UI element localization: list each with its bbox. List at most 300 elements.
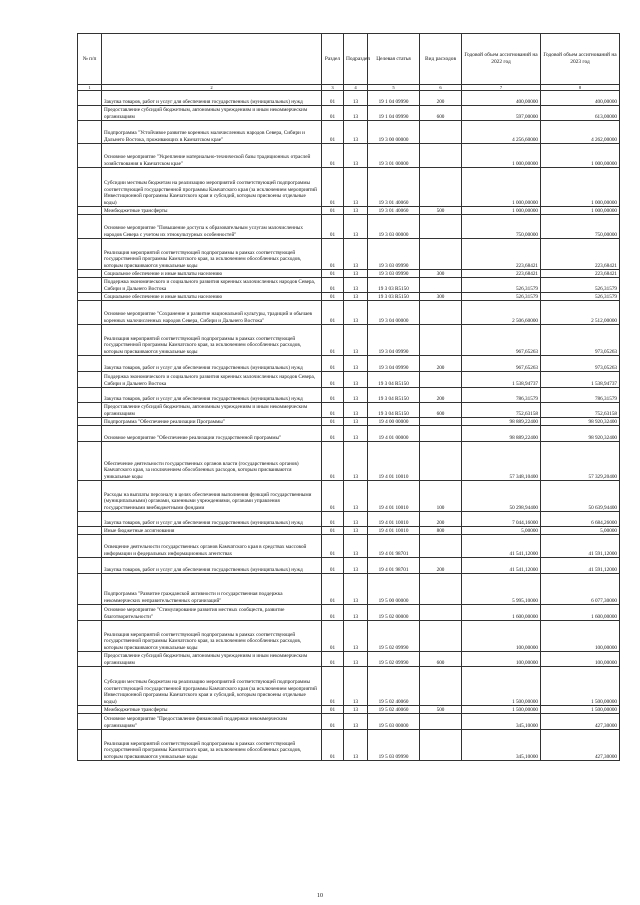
row-name-cell: Субсидии местным бюджетам на реализацию мероприятий соответствующей подпрограммы соответствующей государственной программы Камчатского края (за исключением мероприятий Инвестиционной программы Камчатского края и субсидий, которым присвоены отдельные коды) xyxy=(102,168,322,207)
row-podrazdel-cell: 13 xyxy=(344,106,368,121)
row-amount-2022-cell: 1 500,00000 xyxy=(462,667,541,706)
row-target-article-cell: 19 4 01 98701 xyxy=(368,535,420,558)
row-podrazdel-cell: 13 xyxy=(344,215,368,239)
header-target-article: Целевая статья xyxy=(368,34,420,85)
row-expense-type-cell xyxy=(420,215,462,239)
row-podrazdel-cell: 13 xyxy=(344,652,368,667)
row-amount-2023-cell: 1 538,94737 xyxy=(541,372,620,388)
row-expense-type-cell: 600 xyxy=(420,652,462,667)
row-target-article-cell: 19 5 02 00000 xyxy=(368,605,420,621)
row-razdel-cell: 01 xyxy=(322,558,344,574)
row-razdel-cell: 01 xyxy=(322,293,344,301)
row-amount-2023-cell: 613,00000 xyxy=(541,106,620,121)
row-razdel-cell: 01 xyxy=(322,667,344,706)
table-row xyxy=(78,270,620,278)
table-row xyxy=(78,481,620,512)
row-podrazdel-cell: 13 xyxy=(344,714,368,730)
column-number: 3 xyxy=(322,85,344,91)
row-expense-type-cell xyxy=(420,667,462,706)
row-amount-2022-cell: 526,31579 xyxy=(462,278,541,293)
row-podrazdel-cell: 13 xyxy=(344,706,368,714)
row-podrazdel-cell: 13 xyxy=(344,667,368,706)
row-amount-2022-cell: 5 995,10000 xyxy=(462,574,541,605)
row-podrazdel-cell: 13 xyxy=(344,121,368,144)
row-amount-2022-cell: 400,00000 xyxy=(462,91,541,106)
row-target-article-cell: 19 5 00 00000 xyxy=(368,574,420,605)
row-amount-2023-cell: 41 591,12000 xyxy=(541,558,620,574)
row-razdel-cell: 01 xyxy=(322,605,344,621)
table-row xyxy=(78,121,620,144)
table-row xyxy=(78,356,620,372)
table-row xyxy=(78,512,620,527)
row-target-article-cell: 19 4 01 98701 xyxy=(368,558,420,574)
row-amount-2023-cell: 1 000,00000 xyxy=(541,168,620,207)
row-razdel-cell: 01 xyxy=(322,121,344,144)
row-amount-2022-cell: 345,10000 xyxy=(462,714,541,730)
row-number-cell xyxy=(78,426,102,442)
row-expense-type-cell xyxy=(420,239,462,270)
row-podrazdel-cell: 13 xyxy=(344,207,368,215)
row-podrazdel-cell: 13 xyxy=(344,418,368,426)
row-expense-type-cell: 200 xyxy=(420,91,462,106)
row-name-cell: Закупка товаров, работ и услуг для обеспечения государственных (муниципальных) нужд xyxy=(102,91,322,106)
row-razdel-cell: 01 xyxy=(322,106,344,121)
row-amount-2022-cell: 1 538,94737 xyxy=(462,372,541,388)
table-row xyxy=(78,207,620,215)
row-amount-2022-cell: 1 000,00000 xyxy=(462,207,541,215)
row-number-cell xyxy=(78,301,102,325)
row-name-cell: Субсидии местным бюджетам на реализацию мероприятий соответствующей подпрограммы соответствующей государственной программы Камчатского края (за исключением мероприятий Инвестиционной программы Камчатского края и субсидий, которым присвоены отдельные коды) xyxy=(102,667,322,706)
row-razdel-cell: 01 xyxy=(322,730,344,761)
header-podrazdel: Подраздел xyxy=(344,34,368,85)
row-amount-2022-cell: 1 000,00000 xyxy=(462,144,541,168)
row-expense-type-cell: 300 xyxy=(420,293,462,301)
row-amount-2023-cell: 57 329,20400 xyxy=(541,442,620,481)
table-row xyxy=(78,301,620,325)
row-razdel-cell: 01 xyxy=(322,325,344,356)
row-amount-2022-cell: 98 889,22400 xyxy=(462,418,541,426)
row-expense-type-cell xyxy=(420,426,462,442)
row-expense-type-cell xyxy=(420,418,462,426)
table-row xyxy=(78,372,620,388)
row-expense-type-cell xyxy=(420,535,462,558)
row-expense-type-cell xyxy=(420,605,462,621)
row-razdel-cell: 01 xyxy=(322,388,344,403)
row-razdel-cell: 01 xyxy=(322,481,344,512)
row-razdel-cell: 01 xyxy=(322,301,344,325)
row-podrazdel-cell: 13 xyxy=(344,293,368,301)
row-podrazdel-cell: 13 xyxy=(344,527,368,535)
row-target-article-cell: 19 3 03 09990 xyxy=(368,239,420,270)
row-number-cell xyxy=(78,481,102,512)
row-razdel-cell: 01 xyxy=(322,535,344,558)
row-amount-2023-cell: 750,00000 xyxy=(541,215,620,239)
row-target-article-cell: 19 4 01 10010 xyxy=(368,442,420,481)
row-expense-type-cell xyxy=(420,621,462,652)
row-number-cell xyxy=(78,605,102,621)
row-target-article-cell: 19 3 03 09990 xyxy=(368,270,420,278)
row-amount-2022-cell: 1 000,00000 xyxy=(462,168,541,207)
row-target-article-cell: 19 5 03 00000 xyxy=(368,714,420,730)
table-row xyxy=(78,106,620,121)
row-number-cell xyxy=(78,239,102,270)
row-amount-2022-cell: 526,31579 xyxy=(462,293,541,301)
table-header-row xyxy=(78,34,620,85)
row-name-cell: Предоставление субсидий бюджетным, автономным учреждениям и иным некоммерческим организациям xyxy=(102,403,322,418)
row-razdel-cell: 01 xyxy=(322,91,344,106)
row-target-article-cell: 19 1 04 09990 xyxy=(368,91,420,106)
row-amount-2023-cell: 4 262,00000 xyxy=(541,121,620,144)
row-razdel-cell: 01 xyxy=(322,512,344,527)
row-target-article-cell: 19 1 04 09990 xyxy=(368,106,420,121)
row-expense-type-cell xyxy=(420,714,462,730)
table-row xyxy=(78,730,620,761)
row-razdel-cell: 01 xyxy=(322,652,344,667)
page-number: 10 xyxy=(317,893,323,899)
row-number-cell xyxy=(78,512,102,527)
row-amount-2022-cell: 50 298,94400 xyxy=(462,481,541,512)
row-expense-type-cell: 800 xyxy=(420,527,462,535)
row-target-article-cell: 19 5 02 09990 xyxy=(368,652,420,667)
row-amount-2023-cell: 223,68421 xyxy=(541,270,620,278)
row-amount-2022-cell: 5,00000 xyxy=(462,527,541,535)
row-target-article-cell: 19 3 04 09990 xyxy=(368,325,420,356)
row-number-cell xyxy=(78,652,102,667)
column-number: 1 xyxy=(78,85,102,91)
table-row xyxy=(78,535,620,558)
row-target-article-cell: 19 3 01 40060 xyxy=(368,168,420,207)
row-amount-2022-cell: 345,10000 xyxy=(462,730,541,761)
row-expense-type-cell xyxy=(420,144,462,168)
row-number-cell xyxy=(78,106,102,121)
row-name-cell: Основное мероприятие "Укрепление материально-технической базы традиционных отраслей хозяйствования в Камчатском крае" xyxy=(102,144,322,168)
row-razdel-cell: 01 xyxy=(322,426,344,442)
row-target-article-cell: 19 3 00 00000 xyxy=(368,121,420,144)
row-number-cell xyxy=(78,121,102,144)
row-razdel-cell: 01 xyxy=(322,168,344,207)
row-amount-2022-cell: 2 506,60000 xyxy=(462,301,541,325)
row-name-cell: Закупка товаров, работ и услуг для обеспечения государственных (муниципальных) нужд xyxy=(102,356,322,372)
row-amount-2023-cell: 98 920,32400 xyxy=(541,418,620,426)
budget-table-sheet xyxy=(77,33,619,761)
row-amount-2022-cell: 7 044,16000 xyxy=(462,512,541,527)
row-razdel-cell: 01 xyxy=(322,239,344,270)
row-name-cell: Закупка товаров, работ и услуг для обеспечения государственных (муниципальных) нужд xyxy=(102,512,322,527)
row-number-cell xyxy=(78,714,102,730)
row-number-cell xyxy=(78,207,102,215)
column-number: 7 xyxy=(462,85,541,91)
row-amount-2022-cell: 597,00000 xyxy=(462,106,541,121)
row-expense-type-cell: 500 xyxy=(420,706,462,714)
row-name-cell: Расходы на выплаты персоналу в целях обеспечения выполнения функций государственными (муниципальными) органами, казенными учреждениями, органами управления государственными внебюджетными фондами xyxy=(102,481,322,512)
table-row xyxy=(78,426,620,442)
row-name-cell: Закупка товаров, работ и услуг для обеспечения государственных (муниципальных) нужд xyxy=(102,558,322,574)
row-expense-type-cell: 600 xyxy=(420,106,462,121)
row-amount-2023-cell: 752,63158 xyxy=(541,403,620,418)
row-podrazdel-cell: 13 xyxy=(344,278,368,293)
row-name-cell: Реализация мероприятий соответствующей подпрограммы в рамках соответствующей государственной программы Камчатского края, за исключением обособленных расходов, которым присваиваются уникальные коды xyxy=(102,621,322,652)
row-amount-2023-cell: 1 500,00000 xyxy=(541,667,620,706)
column-number: 2 xyxy=(102,85,322,91)
table-row xyxy=(78,144,620,168)
row-amount-2023-cell: 427,30000 xyxy=(541,730,620,761)
row-name-cell: Реализация мероприятий соответствующей подпрограммы в рамках соответствующей государственной программы Камчатского края, за исключением обособленных расходов, которым присваиваются уникальные коды xyxy=(102,325,322,356)
table-row xyxy=(78,527,620,535)
header-year-2022: Годовой объем ассигнований на 2022 год xyxy=(462,34,541,85)
row-razdel-cell: 01 xyxy=(322,527,344,535)
row-name-cell: Социальное обеспечение и иные выплаты населению xyxy=(102,293,322,301)
row-name-cell: Освещение деятельности государственных органов Камчатского края в средствах массовой информации и федеральных информационных агентствах xyxy=(102,535,322,558)
row-expense-type-cell xyxy=(420,121,462,144)
row-name-cell: Иные бюджетные ассигнования xyxy=(102,527,322,535)
row-target-article-cell: 19 4 01 10010 xyxy=(368,512,420,527)
row-target-article-cell: 19 4 01 10010 xyxy=(368,481,420,512)
row-number-cell xyxy=(78,215,102,239)
row-number-cell xyxy=(78,278,102,293)
row-name-cell: Поддержка экономического и социального развития коренных малочисленных народов Севера, Сибири и Дальнего Востока xyxy=(102,278,322,293)
table-body xyxy=(78,91,620,761)
row-number-cell xyxy=(78,418,102,426)
row-number-cell xyxy=(78,403,102,418)
row-expense-type-cell: 600 xyxy=(420,403,462,418)
table-row xyxy=(78,403,620,418)
row-amount-2023-cell: 973,05263 xyxy=(541,356,620,372)
row-expense-type-cell: 200 xyxy=(420,512,462,527)
row-amount-2022-cell: 967,65263 xyxy=(462,356,541,372)
row-amount-2023-cell: 1 600,00000 xyxy=(541,605,620,621)
row-number-cell xyxy=(78,144,102,168)
table-row xyxy=(78,168,620,207)
row-podrazdel-cell: 13 xyxy=(344,442,368,481)
row-amount-2022-cell: 752,63158 xyxy=(462,403,541,418)
table-row xyxy=(78,215,620,239)
row-amount-2023-cell: 1 000,00000 xyxy=(541,144,620,168)
table-row xyxy=(78,621,620,652)
row-number-cell xyxy=(78,706,102,714)
row-target-article-cell: 19 3 03 00000 xyxy=(368,215,420,239)
row-podrazdel-cell: 13 xyxy=(344,301,368,325)
row-amount-2023-cell: 786,31579 xyxy=(541,388,620,403)
row-amount-2022-cell: 41 541,12000 xyxy=(462,535,541,558)
column-number: 8 xyxy=(541,85,620,91)
row-name-cell: Предоставление субсидий бюджетным, автономным учреждениям и иным некоммерческим организациям xyxy=(102,106,322,121)
row-razdel-cell: 01 xyxy=(322,714,344,730)
row-amount-2022-cell: 4 256,60000 xyxy=(462,121,541,144)
column-number: 6 xyxy=(420,85,462,91)
row-number-cell xyxy=(78,91,102,106)
row-amount-2023-cell: 5,00000 xyxy=(541,527,620,535)
row-expense-type-cell xyxy=(420,574,462,605)
row-razdel-cell: 01 xyxy=(322,207,344,215)
row-number-cell xyxy=(78,388,102,403)
table-row xyxy=(78,706,620,714)
row-amount-2023-cell: 41 591,12000 xyxy=(541,535,620,558)
row-razdel-cell: 01 xyxy=(322,574,344,605)
row-number-cell xyxy=(78,535,102,558)
row-name-cell: Обеспечение деятельности государственных органов власти (государственных органов) Камчатского края, за исключением обособленных расходов, которым присваиваются уникальные коды xyxy=(102,442,322,481)
row-target-article-cell: 19 3 04 R5150 xyxy=(368,403,420,418)
row-number-cell xyxy=(78,558,102,574)
row-target-article-cell: 19 3 01 40060 xyxy=(368,207,420,215)
row-number-cell xyxy=(78,293,102,301)
row-name-cell: Основное мероприятие "Сохранение и развитие национальной культуры, традиций и обычаев коренных малочисленных народов Севера, Сибири и Дальнего Востока" xyxy=(102,301,322,325)
table-row xyxy=(78,388,620,403)
row-podrazdel-cell: 13 xyxy=(344,481,368,512)
table-row xyxy=(78,418,620,426)
table-row xyxy=(78,667,620,706)
row-number-cell xyxy=(78,442,102,481)
row-expense-type-cell xyxy=(420,730,462,761)
header-expense-type: Вид расходов xyxy=(420,34,462,85)
row-podrazdel-cell: 13 xyxy=(344,91,368,106)
row-amount-2023-cell: 1 000,00000 xyxy=(541,207,620,215)
row-name-cell: Межбюджетные трансферты xyxy=(102,706,322,714)
row-amount-2023-cell: 223,68421 xyxy=(541,239,620,270)
row-podrazdel-cell: 13 xyxy=(344,144,368,168)
row-podrazdel-cell: 13 xyxy=(344,325,368,356)
row-target-article-cell: 19 3 03 R5150 xyxy=(368,293,420,301)
row-target-article-cell: 19 5 02 09990 xyxy=(368,621,420,652)
table-row xyxy=(78,325,620,356)
row-razdel-cell: 01 xyxy=(322,278,344,293)
row-name-cell: Поддержка экономического и социального развития коренных малочисленных народов Севера, Сибири и Дальнего Востока xyxy=(102,372,322,388)
table-row xyxy=(78,442,620,481)
row-expense-type-cell xyxy=(420,372,462,388)
row-razdel-cell: 01 xyxy=(322,144,344,168)
header-year-2023: Годовой объем ассигнований на 2023 год xyxy=(541,34,620,85)
row-name-cell: Предоставление субсидий бюджетным, автономным учреждениям и иным некоммерческим организациям xyxy=(102,652,322,667)
row-podrazdel-cell: 13 xyxy=(344,535,368,558)
row-amount-2022-cell: 57 348,10400 xyxy=(462,442,541,481)
row-amount-2022-cell: 750,00000 xyxy=(462,215,541,239)
table-row xyxy=(78,714,620,730)
row-number-cell xyxy=(78,372,102,388)
row-amount-2023-cell: 526,31579 xyxy=(541,278,620,293)
row-name-cell: Межбюджетные трансферты xyxy=(102,207,322,215)
row-amount-2022-cell: 223,68421 xyxy=(462,270,541,278)
row-podrazdel-cell: 13 xyxy=(344,730,368,761)
header-razdel: Раздел xyxy=(322,34,344,85)
row-podrazdel-cell: 13 xyxy=(344,372,368,388)
row-amount-2023-cell: 6 077,30000 xyxy=(541,574,620,605)
row-number-cell xyxy=(78,270,102,278)
row-name-cell: Подпрограмма "Устойчивое развитие коренных малочисленных народов Севера, Сибири и Дальнего Востока, проживающих в Камчатском крае" xyxy=(102,121,322,144)
table-row xyxy=(78,278,620,293)
row-expense-type-cell: 300 xyxy=(420,270,462,278)
header-no: № п/п xyxy=(78,34,102,85)
row-amount-2022-cell: 1 600,00000 xyxy=(462,605,541,621)
column-number: 4 xyxy=(344,85,368,91)
table-row xyxy=(78,652,620,667)
row-name-cell: Социальное обеспечение и иные выплаты населению xyxy=(102,270,322,278)
row-podrazdel-cell: 13 xyxy=(344,239,368,270)
row-expense-type-cell: 100 xyxy=(420,481,462,512)
table-row xyxy=(78,605,620,621)
row-number-cell xyxy=(78,356,102,372)
row-number-cell xyxy=(78,574,102,605)
row-amount-2023-cell: 1 500,00000 xyxy=(541,706,620,714)
row-razdel-cell: 01 xyxy=(322,270,344,278)
row-target-article-cell: 19 5 02 40060 xyxy=(368,667,420,706)
row-number-cell xyxy=(78,168,102,207)
row-number-cell xyxy=(78,667,102,706)
row-amount-2023-cell: 100,00000 xyxy=(541,652,620,667)
row-target-article-cell: 19 3 04 00000 xyxy=(368,301,420,325)
row-razdel-cell: 01 xyxy=(322,356,344,372)
row-target-article-cell: 19 3 01 00000 xyxy=(368,144,420,168)
row-target-article-cell: 19 4 00 00000 xyxy=(368,418,420,426)
row-razdel-cell: 01 xyxy=(322,372,344,388)
row-name-cell: Подпрограмма "Обеспечение реализации Программы" xyxy=(102,418,322,426)
row-target-article-cell: 19 4 01 10010 xyxy=(368,527,420,535)
row-name-cell: Основное мероприятие "Стимулирование развития местных сообществ, развитие благотворительности" xyxy=(102,605,322,621)
row-amount-2022-cell: 100,00000 xyxy=(462,621,541,652)
row-expense-type-cell: 200 xyxy=(420,388,462,403)
row-amount-2023-cell: 973,05263 xyxy=(541,325,620,356)
row-podrazdel-cell: 13 xyxy=(344,403,368,418)
row-amount-2022-cell: 1 500,00000 xyxy=(462,706,541,714)
row-amount-2022-cell: 967,65263 xyxy=(462,325,541,356)
row-expense-type-cell xyxy=(420,168,462,207)
row-expense-type-cell: 200 xyxy=(420,356,462,372)
row-razdel-cell: 01 xyxy=(322,418,344,426)
row-podrazdel-cell: 13 xyxy=(344,426,368,442)
row-amount-2022-cell: 98 889,22400 xyxy=(462,426,541,442)
row-amount-2023-cell: 6 684,26000 xyxy=(541,512,620,527)
row-podrazdel-cell: 13 xyxy=(344,574,368,605)
row-target-article-cell: 19 3 04 R5150 xyxy=(368,388,420,403)
budget-table xyxy=(77,33,620,761)
row-name-cell: Основное мероприятие "Обеспечение реализации государственной программы" xyxy=(102,426,322,442)
header-name xyxy=(102,34,322,85)
row-amount-2023-cell: 400,00000 xyxy=(541,91,620,106)
row-expense-type-cell xyxy=(420,325,462,356)
row-name-cell: Закупка товаров, работ и услуг для обеспечения государственных (муниципальных) нужд xyxy=(102,388,322,403)
row-amount-2022-cell: 100,00000 xyxy=(462,652,541,667)
row-amount-2023-cell: 427,30000 xyxy=(541,714,620,730)
row-number-cell xyxy=(78,730,102,761)
row-name-cell: Основное мероприятие "Повышение доступа к образовательным услугам малочисленных народов Севера с учетом их этнокультурных особенностей" xyxy=(102,215,322,239)
row-amount-2023-cell: 100,00000 xyxy=(541,621,620,652)
row-expense-type-cell xyxy=(420,442,462,481)
table-row xyxy=(78,558,620,574)
row-podrazdel-cell: 13 xyxy=(344,168,368,207)
row-podrazdel-cell: 13 xyxy=(344,605,368,621)
row-razdel-cell: 01 xyxy=(322,621,344,652)
row-name-cell: Реализация мероприятий соответствующей подпрограммы в рамках соответствующей государственной программы Камчатского края, за исключением обособленных расходов, которым присваиваются уникальные коды xyxy=(102,239,322,270)
row-amount-2022-cell: 41 541,12000 xyxy=(462,558,541,574)
row-number-cell xyxy=(78,621,102,652)
row-podrazdel-cell: 13 xyxy=(344,388,368,403)
row-number-cell xyxy=(78,325,102,356)
row-name-cell: Подпрограмма "Развитие гражданской активности и государственная поддержка некоммерческих неправительственных организаций" xyxy=(102,574,322,605)
row-razdel-cell: 01 xyxy=(322,215,344,239)
row-amount-2023-cell: 526,31579 xyxy=(541,293,620,301)
row-expense-type-cell xyxy=(420,301,462,325)
row-amount-2023-cell: 50 639,94400 xyxy=(541,481,620,512)
table-row xyxy=(78,293,620,301)
row-razdel-cell: 01 xyxy=(322,403,344,418)
row-target-article-cell: 19 4 01 00000 xyxy=(368,426,420,442)
row-target-article-cell: 19 5 02 40060 xyxy=(368,706,420,714)
row-target-article-cell: 19 3 03 R5150 xyxy=(368,278,420,293)
row-amount-2023-cell: 2 512,00000 xyxy=(541,301,620,325)
row-podrazdel-cell: 13 xyxy=(344,558,368,574)
row-podrazdel-cell: 13 xyxy=(344,270,368,278)
row-expense-type-cell: 200 xyxy=(420,558,462,574)
row-expense-type-cell: 500 xyxy=(420,207,462,215)
column-number: 5 xyxy=(368,85,420,91)
